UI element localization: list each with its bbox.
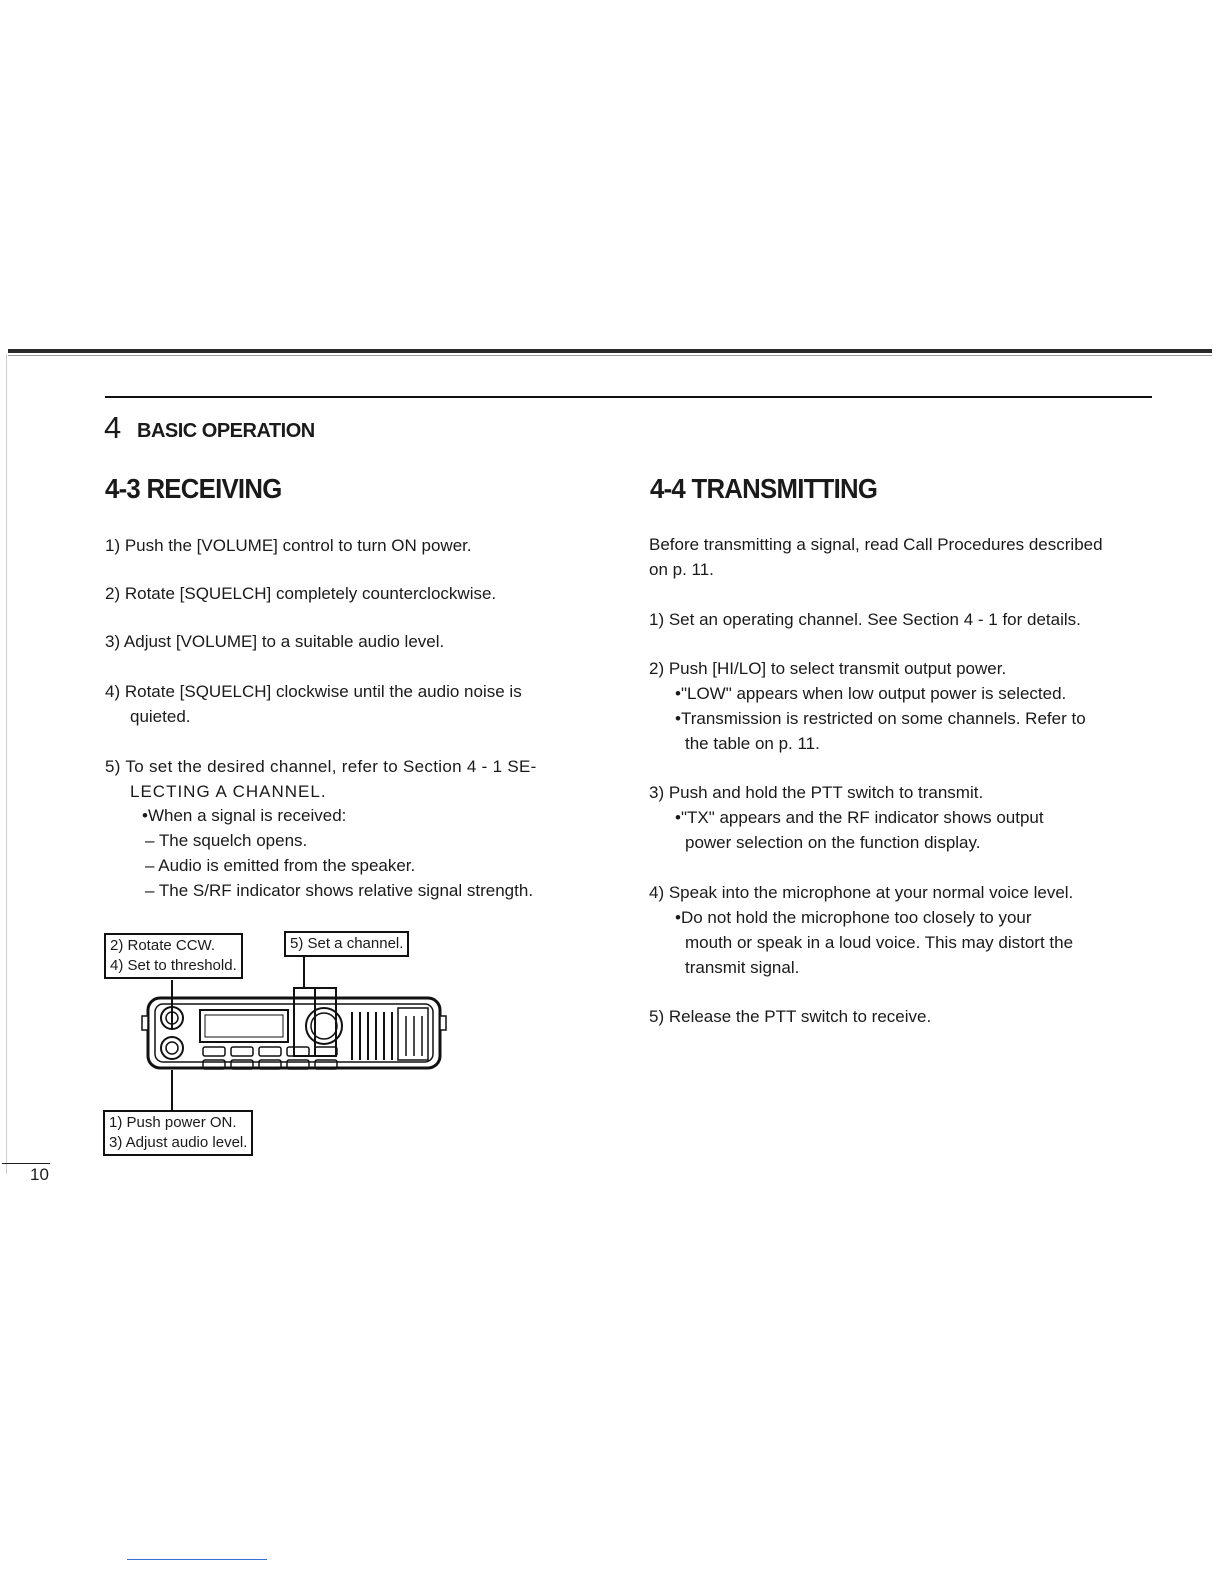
callout-volume-line-1: 1) Push power ON.: [109, 1114, 237, 1131]
bottom-scan-line: [127, 1559, 267, 1560]
transmitting-step-4: 4) Speak into the microphone at your normal voice level.: [649, 883, 1074, 902]
page-left-edge: [6, 354, 7, 1174]
transmitting-step-3-bullet-1-line-1: •"TX" appears and the RF indicator shows output: [675, 808, 1044, 827]
callout-volume: [103, 1110, 253, 1156]
top-scan-rule: [8, 349, 1212, 353]
receiving-dash-1: – The squelch opens.: [145, 831, 308, 850]
receiving-step-3: 3) Adjust [VOLUME] to a suitable audio level.: [105, 632, 445, 651]
transmitting-intro-line-1: Before transmitting a signal, read Call Procedures described: [649, 535, 1103, 554]
top-scan-rule-thin: [8, 355, 1212, 356]
receiving-dash-3: – The S/RF indicator shows relative signal strength.: [145, 881, 534, 900]
transmitting-step-2-bullet-2-line-1: •Transmission is restricted on some channels. Refer to: [675, 709, 1086, 728]
callout-channel: [284, 931, 409, 957]
page-number-rule: [2, 1163, 50, 1164]
receiving-step-4-line-2: quieted.: [130, 707, 191, 726]
transmitting-intro-line-2: on p. 11.: [649, 560, 714, 579]
transmitting-step-4-bullet-1-line-1: •Do not hold the microphone too closely to your: [675, 908, 1032, 927]
callout-channel-text: 5) Set a channel.: [290, 935, 404, 952]
transmitting-title: 4-4 TRANSMITTING: [650, 473, 878, 504]
transmitting-step-1: 1) Set an operating channel. See Section 4 - 1 for details.: [649, 610, 1081, 629]
chapter-number: 4: [104, 410, 122, 445]
receiving-title: 4-3 RECEIVING: [105, 473, 282, 504]
transmitting-step-3: 3) Push and hold the PTT switch to transmit.: [649, 783, 984, 802]
transmitting-step-2-bullet-1: •"LOW" appears when low output power is selected.: [675, 684, 1067, 703]
receiving-step-5-line-2: LECTING A CHANNEL.: [130, 782, 327, 801]
header-rule: [105, 396, 1152, 398]
transmitting-step-4-bullet-1-line-2: mouth or speak in a loud voice. This may distort the: [685, 933, 1074, 952]
receiving-dash-2: – Audio is emitted from the speaker.: [145, 856, 416, 875]
page-number: 10: [30, 1165, 49, 1184]
receiving-step-2: 2) Rotate [SQUELCH] completely counterclockwise.: [105, 584, 497, 603]
transmitting-step-4-bullet-1-line-3: transmit signal.: [685, 958, 800, 977]
chapter-title: BASIC OPERATION: [137, 420, 315, 442]
callout-volume-line-2: 3) Adjust audio level.: [109, 1134, 248, 1151]
receiving-step-1: 1) Push the [VOLUME] control to turn ON power.: [105, 536, 472, 555]
callout-squelch-line-1: 2) Rotate CCW.: [110, 937, 216, 954]
transmitting-step-2-bullet-2-line-2: the table on p. 11.: [685, 734, 820, 753]
transmitting-step-5: 5) Release the PTT switch to receive.: [649, 1007, 932, 1026]
callout-squelch-line-2: 4) Set to threshold.: [110, 957, 237, 974]
transmitting-step-2: 2) Push [HI/LO] to select transmit output power.: [649, 659, 1007, 678]
receiving-step-5-line-1: 5) To set the desired channel, refer to Section 4 - 1 SE-: [105, 757, 537, 776]
receiving-step-4-line-1: 4) Rotate [SQUELCH] clockwise until the audio noise is: [105, 682, 522, 701]
transmitting-step-3-bullet-1-line-2: power selection on the function display.: [685, 833, 981, 852]
callout-squelch: [104, 933, 243, 979]
receiving-bullet: •When a signal is received:: [142, 806, 347, 825]
